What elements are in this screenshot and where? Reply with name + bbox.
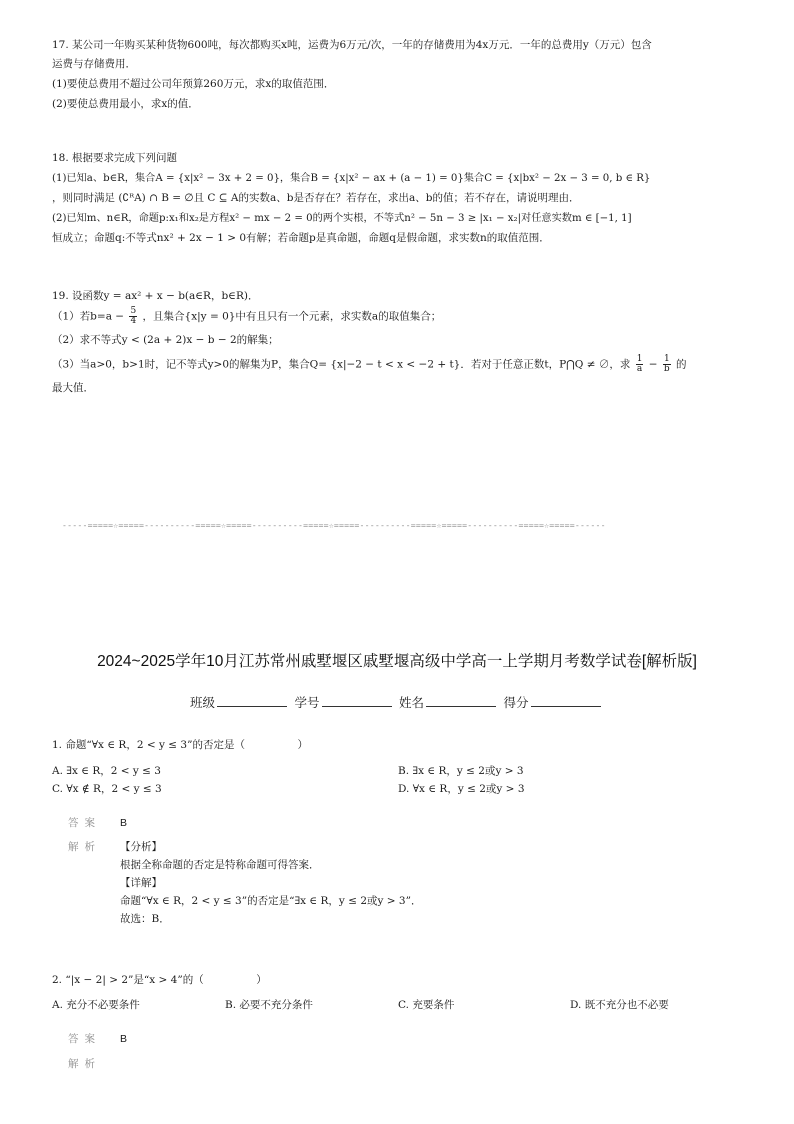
q2-option-a: A. 充分不必要条件	[52, 999, 140, 1011]
score-label: 得分	[503, 696, 529, 710]
fraction-1-a: $\frac{1}{a}$	[636, 354, 643, 374]
q1-stem: 1. 命题“∀x ∈ R，2 < y ≤ 3”的否定是（ ）	[52, 739, 308, 751]
score-blank	[531, 694, 601, 707]
exam-title: 2024~2025学年10月江苏常州戚墅堰区戚墅堰高级中学高一上学期月考数学试卷[解析版]	[97, 653, 697, 670]
q1-option-c: C. ∀x ∉ R，2 < y ≤ 3	[52, 783, 162, 795]
q1-xiangjie-text: 命题“∀x ∈ R，2 < y ≤ 3”的否定是“∃x ∈ R，y ≤ 2或y > 3”．	[120, 895, 422, 907]
q1-option-b: B. ∃x ∈ R，y ≤ 2或y > 3	[398, 765, 524, 777]
q17-part1: (1)要使总费用不超过公司年预算260万元，求x的取值范围．	[52, 78, 335, 90]
section-divider: -----=====☆=====----------=====☆=====----------=====☆=====----------=====☆=====----------=====☆=====------	[62, 520, 606, 530]
class-label: 班级	[190, 696, 216, 710]
q17-line2: 运费与存储费用．	[52, 58, 136, 70]
q1-xiangjie-heading: 【详解】	[120, 877, 162, 889]
q1-option-a: A. ∃x ∈ R，2 < y ≤ 3	[52, 765, 161, 777]
q1-fenxi-text: 根据全称命题的否定是特称命题可得答案．	[120, 859, 320, 871]
id-label: 学号	[294, 696, 320, 710]
q19-line1: 19. 设函数y = ax² + x − b(a∈R，b∈R)．	[52, 290, 259, 302]
fraction-1-b: $\frac{1}{b}$	[663, 354, 670, 374]
q2-option-c: C. 充要条件	[398, 999, 455, 1011]
q19-line5: 最大值．	[52, 382, 94, 394]
q18-line2: (1)已知a、b∈R，集合A = {x|x² − 3x + 2 = 0}，集合B = {x|x² − ax + (a − 1) = 0}集合C = {x|bx² − 2x − 3 = 0, b ∈ R}	[52, 173, 651, 184]
id-blank	[322, 694, 392, 707]
q18-line3: ，则同时满足 (∁ᴿA) ∩ B = ∅且 C ⊆ A的实数a、b是否存在？若存在，求出a、b的值；若不存在，请说明理由．	[52, 192, 580, 204]
student-info-line	[190, 694, 605, 713]
class-blank	[217, 694, 287, 707]
fraction-5-4: $\frac{5}{4}$	[130, 306, 137, 326]
q2-answer-label: 答案	[68, 1033, 101, 1045]
q17-line1: 17. 某公司一年购买某种货物600吨，每次都购买x吨，运费为6万元/次，一年的存储费用为4x万元．一年的总费用y（万元）包含	[52, 39, 652, 51]
q1-option-d: D. ∀x ∈ R，y ≤ 2或y > 3	[398, 783, 525, 795]
q19-part1: （1）若b=a − $\frac{5}{4}$ ，且集合{x|y = 0}中有且只有一个元素，求实数a的取值集合；	[52, 306, 442, 326]
q2-analysis-label: 解析	[68, 1058, 101, 1070]
name-label: 姓名	[399, 696, 425, 710]
q18-line4: (2)已知m、n∈R，命题p:x₁和x₂是方程x² − mx − 2 = 0的两个实根，不等式n² − 5n − 3 ≥ |x₁ − x₂|对任意实数m ∈ [−1, 1]	[52, 213, 632, 224]
q2-stem: 2. “|x − 2| > 2”是“x > 4”的（ ）	[52, 974, 267, 986]
q1-analysis-label: 解析	[68, 841, 101, 853]
q2-answer: B	[120, 1033, 128, 1045]
name-blank	[426, 694, 496, 707]
q18-line5: 恒成立；命题q:不等式nx² + 2x − 1 > 0有解；若命题p是真命题，命题q是假命题，求实数n的取值范围．	[52, 232, 550, 244]
q18-line1: 18. 根据要求完成下列问题	[52, 152, 178, 164]
q2-option-b: B. 必要不充分条件	[225, 999, 313, 1011]
q19-part3: （3）当a>0，b>1时，记不等式y>0的解集为P，集合Q= {x|−2 − t < x < −2 + t}．若对于任意正数t，P⋂Q ≠ ∅，求 $\frac{1}{a}$ − $\frac{1}{b}$ 的	[52, 354, 687, 374]
q1-fenxi-heading: 【分析】	[120, 841, 162, 853]
q1-answer-label: 答案	[68, 817, 101, 829]
q1-choose: 故选：B．	[120, 913, 170, 925]
q17-part2: (2)要使总费用最小，求x的值．	[52, 98, 199, 110]
q2-option-d: D. 既不充分也不必要	[570, 999, 669, 1011]
q19-part2: （2）求不等式y < (2a + 2)x − b − 2的解集；	[52, 334, 279, 346]
q1-answer: B	[120, 817, 128, 829]
